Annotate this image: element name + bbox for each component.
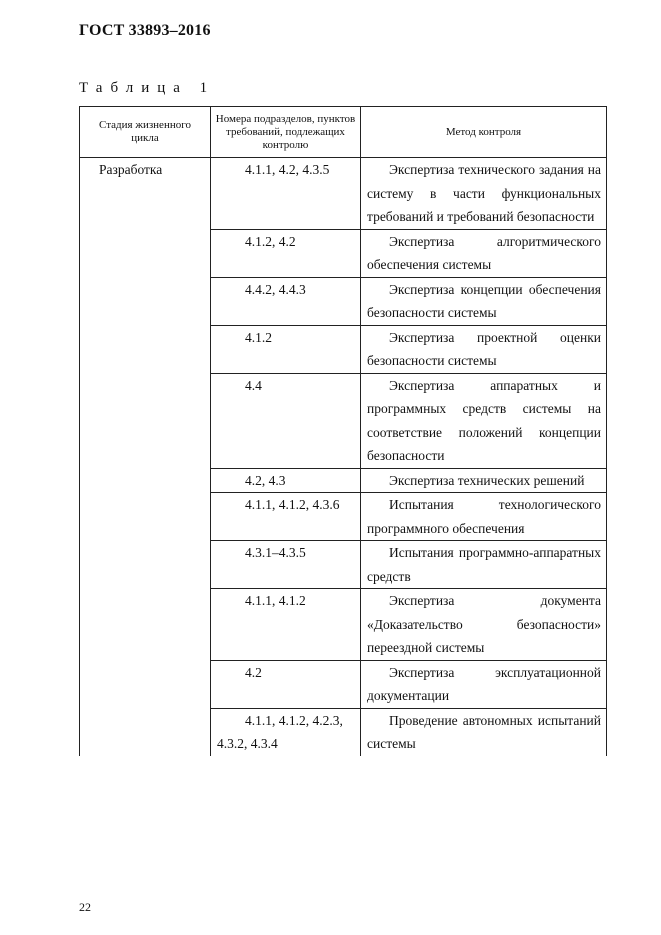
- clause-cell: [211, 660, 361, 708]
- clause-cell: [211, 541, 361, 589]
- clause-cell: [211, 229, 361, 277]
- method-cell: [361, 229, 607, 277]
- method-cell: [361, 589, 607, 661]
- method-cell: [361, 277, 607, 325]
- method-text: Экспертиза концепции обеспечения безопасности системы: [367, 281, 601, 320]
- method-text: Экспертиза технического задания на систему в части функциональных требований и требований безопасности: [367, 162, 601, 224]
- method-text: Проведение автономных испытаний системы: [367, 712, 601, 751]
- control-methods-table: [79, 106, 607, 756]
- clause-text: 4.1.1, 4.1.2, 4.2.3, 4.3.2, 4.3.4: [217, 712, 343, 751]
- method-text: Экспертиза технических решений: [389, 472, 585, 488]
- method-cell: [361, 468, 607, 493]
- clause-cell: [211, 589, 361, 661]
- method-cell: [361, 493, 607, 541]
- clause-cell: [211, 493, 361, 541]
- header-clauses: Номера подразделов, пунктов требований, подлежащих контролю: [211, 107, 361, 158]
- clause-text: 4.1.2: [245, 329, 272, 345]
- clause-text: 4.1.1, 4.1.2, 4.3.6: [245, 497, 340, 512]
- stage-cell: Разработка: [80, 158, 211, 756]
- method-text: Экспертиза эксплуатационной документации: [367, 664, 601, 703]
- clause-text: 4.1.1, 4.2, 4.3.5: [245, 162, 330, 177]
- method-cell: [361, 541, 607, 589]
- clause-cell: [211, 468, 361, 493]
- clause-cell: [211, 325, 361, 373]
- method-text: Испытания технологического программного обеспечения: [367, 497, 601, 536]
- method-text: Экспертиза алгоритмического обеспечения системы: [367, 233, 601, 272]
- method-cell: [361, 325, 607, 373]
- table-row: [80, 158, 607, 230]
- method-cell: [361, 708, 607, 756]
- header-stage: Стадия жизненного цикла: [80, 107, 211, 158]
- clause-cell: [211, 373, 361, 468]
- method-text: Экспертиза проектной оценки безопасности системы: [367, 329, 601, 368]
- clause-text: 4.2, 4.3: [245, 472, 286, 488]
- method-cell: [361, 373, 607, 468]
- header-method: Метод контроля: [361, 107, 607, 158]
- clause-cell: [211, 708, 361, 756]
- method-text: Испытания программно-аппаратных средств: [367, 545, 601, 584]
- table-caption: Таблица 1: [79, 80, 216, 96]
- method-cell: [361, 660, 607, 708]
- table-header-row: [80, 107, 607, 158]
- method-text: Экспертиза документа «Доказательство безопасности» переездной системы: [367, 593, 601, 655]
- clause-text: 4.1.1, 4.1.2: [245, 593, 306, 608]
- method-cell: [361, 158, 607, 230]
- method-text: Экспертиза аппаратных и программных средств системы на соответствие положений концепции безопасности: [367, 377, 601, 463]
- clause-text: 4.4: [245, 377, 262, 393]
- clause-text: 4.2: [245, 664, 262, 680]
- clause-text: 4.1.2, 4.2: [245, 233, 296, 249]
- clause-text: 4.4.2, 4.4.3: [245, 281, 306, 297]
- clause-cell: [211, 158, 361, 230]
- document-header: ГОСТ 33893–2016: [79, 22, 211, 39]
- clause-cell: [211, 277, 361, 325]
- page-number: 22: [79, 900, 91, 914]
- clause-text: 4.3.1–4.3.5: [245, 545, 306, 560]
